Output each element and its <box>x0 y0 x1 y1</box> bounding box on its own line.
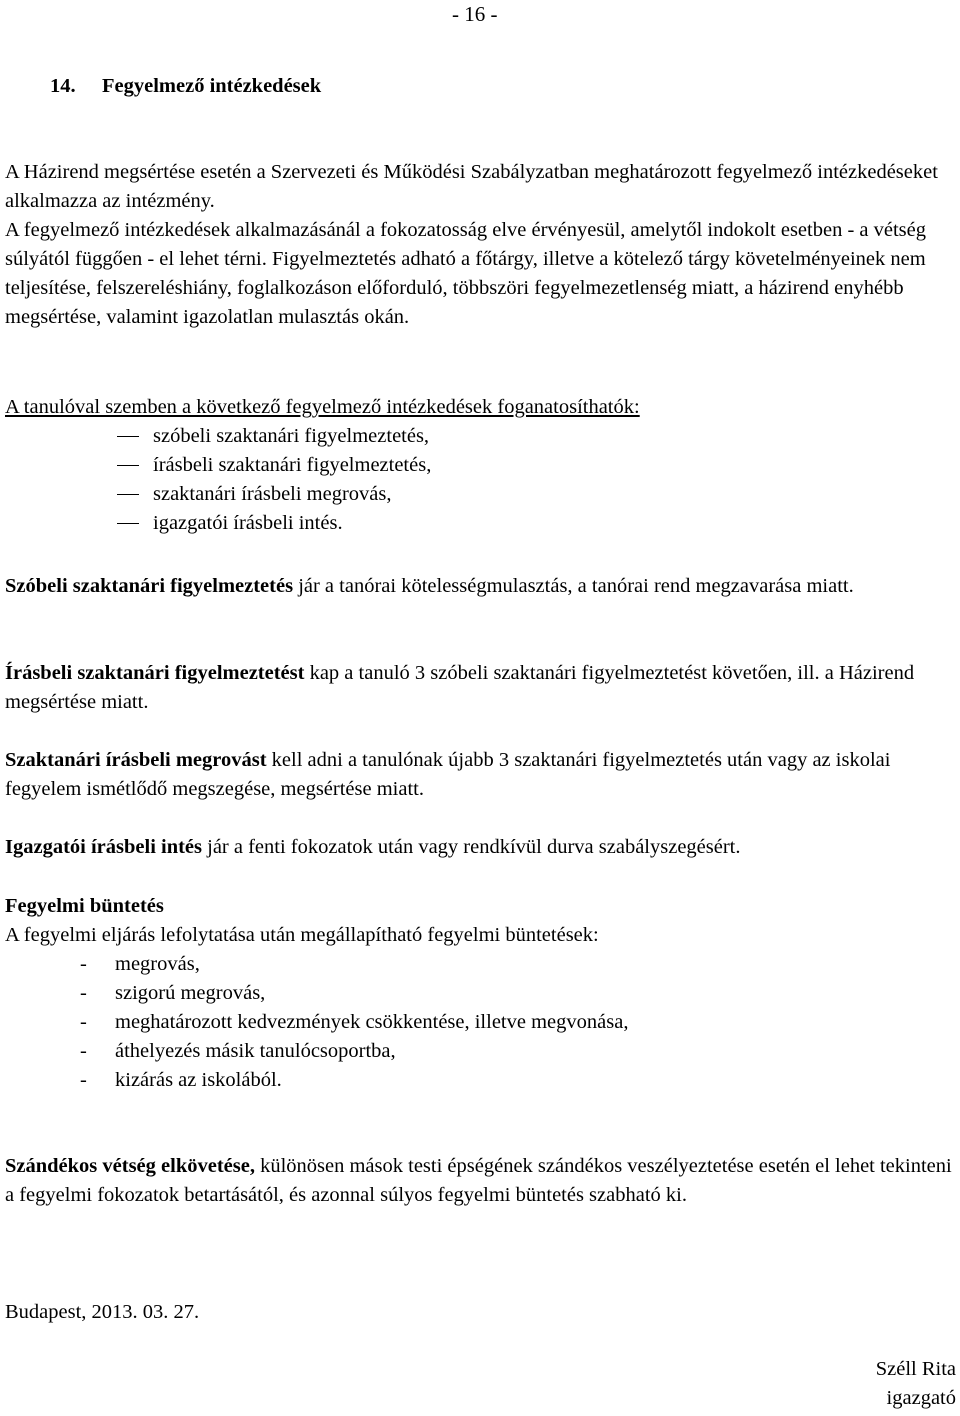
rule-paragraph: Szóbeli szaktanári figyelmeztetés jár a tanórai kötelességmulasztás, a tanórai rend megzavarása miatt. <box>5 575 854 597</box>
signature-block <box>876 1355 956 1413</box>
rule-paragraph: Szaktanári írásbeli megrovást kell adni a tanulónak újabb 3 szaktanári figyelmeztetés után vagy az iskolai fegyelem ismétlődő megszegése, megsértése miatt. <box>5 749 891 800</box>
list-item: - áthelyezés másik tanulócsoportba, <box>80 1040 396 1062</box>
punishments-title: Fegyelmi büntetés <box>5 895 164 917</box>
intro-paragraph-1: A Házirend megsértése esetén a Szervezeti és Működési Szabályzatban meghatározott fegyelmező intézkedéseket alkalmazza az intézmény. <box>5 161 938 212</box>
page-number: - 16 - <box>452 2 498 26</box>
list-item: szóbeli szaktanári figyelmeztetés, <box>5 422 956 451</box>
intentional-offense-paragraph: Szándékos vétség elkövetése, különösen mások testi épségének szándékos veszélyeztetése esetén el lehet tekinteni a fegyelmi fokozatok betartásától, és azonnal súlyos fegyelmi büntetés szabható ki. <box>5 1155 952 1206</box>
rule-paragraph: Igazgatói írásbeli intés jár a fenti fokozatok után vagy rendkívül durva szabályszegésért. <box>5 836 741 858</box>
dash-bullet <box>117 436 139 437</box>
measures-heading: A tanulóval szemben a következő fegyelmező intézkedések foganatosíthatók: <box>5 396 640 418</box>
measures-list <box>5 422 956 538</box>
rule-paragraph: Írásbeli szaktanári figyelmeztetést kap a tanuló 3 szóbeli szaktanári figyelmeztetést követően, ill. a Házirend megsértése miatt. <box>5 662 915 713</box>
section-number: 14. <box>50 75 76 97</box>
list-item: - kizárás az iskolából. <box>80 1069 282 1091</box>
dash-bullet <box>117 523 139 524</box>
section-title: Fegyelmező intézkedések <box>102 75 322 97</box>
place-date: Budapest, 2013. 03. 27. <box>5 1301 200 1323</box>
dash-bullet <box>117 494 139 495</box>
measures-section <box>5 393 956 538</box>
list-item: - meghatározott kedvezmények csökkentése, illetve megvonása, <box>80 1011 629 1033</box>
intro-paragraph-2: A fegyelmező intézkedések alkalmazásánál a fokozatosság elve érvényesül, amelytől indokolt esetben - a vétség súlyától függően - el lehet térni. Figyelmeztetés adható a főtárgy, illetve a kötelező tárgy követelményeinek nem teljesítése, felszereléshiány, foglalkozáson előforduló, többszöri fegyelmezetlenség miatt, a házirend enyhébb megsértése, valamint igazolatlan mulasztás okán. <box>5 219 926 328</box>
section-heading <box>50 72 956 101</box>
signature-role: igazgató <box>886 1387 956 1409</box>
punishments-section <box>5 892 956 1095</box>
list-item: igazgatói írásbeli intés. <box>5 509 956 538</box>
list-item: írásbeli szaktanári figyelmeztetés, <box>5 451 956 480</box>
dash-bullet <box>117 465 139 466</box>
list-item: - szigorú megrovás, <box>80 982 266 1004</box>
list-item: szaktanári írásbeli megrovás, <box>5 480 956 509</box>
punishments-list <box>5 950 956 1095</box>
punishments-intro: A fegyelmi eljárás lefolytatása után megállapítható fegyelmi büntetések: <box>5 924 599 946</box>
signature-name: Széll Rita <box>875 1358 956 1380</box>
list-item: - megrovás, <box>80 953 200 975</box>
